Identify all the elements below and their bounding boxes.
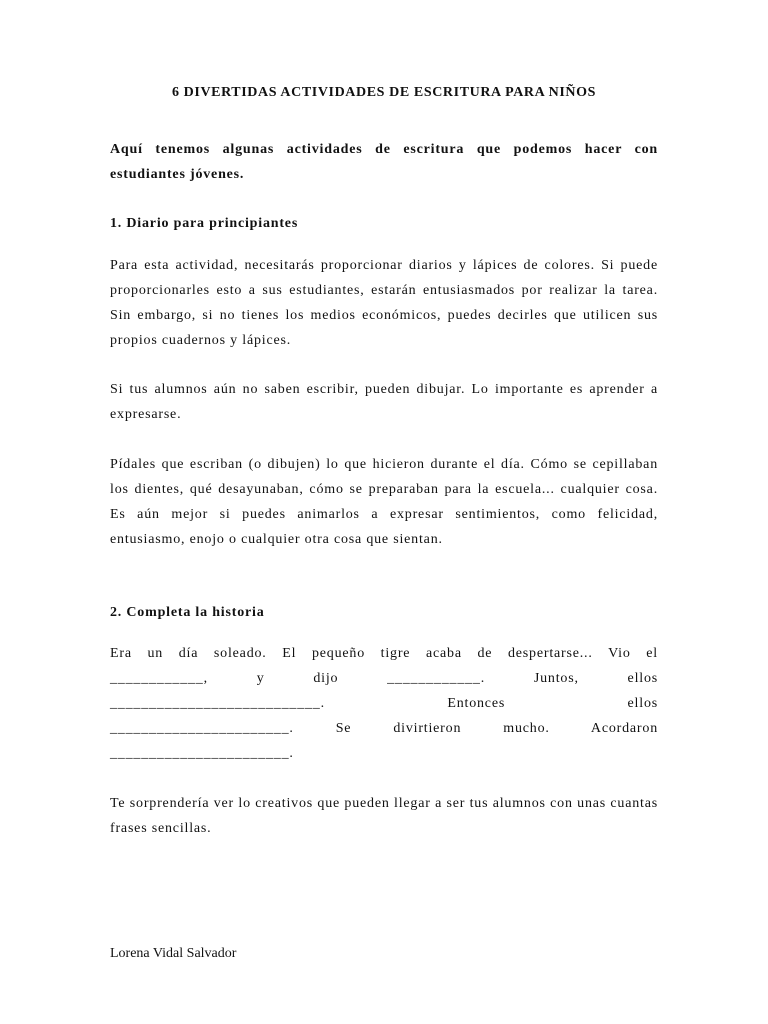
section-2-closing-paragraph: Te sorprendería ver lo creativos que pueden llegar a ser tus alumnos con unas cuantas frases sencillas.: [110, 796, 658, 836]
document-page: [110, 0, 658, 1024]
page-footer-author: Lorena Vidal Salvador: [110, 946, 237, 961]
section-1-paragraph-3: Pídales que escriban (o dibujen) lo que hicieron durante el día. Cómo se cepillaban los dientes, qué desayunaban, cómo se preparaban para la escuela... cualquier cosa. Es aún mejor si puedes animarlos a expresar sentimientos, como felicidad, entusiasmo, enojo o cualquier otra cosa que sientan.: [110, 457, 658, 547]
story-line: ____________, y dijo ____________. Juntos, ellos: [110, 671, 658, 686]
story-line: _______________________. Se divirtieron mucho. Acordaron: [110, 721, 658, 736]
section-1-paragraph-1: Para esta actividad, necesitarás proporcionar diarios y lápices de colores. Si puede proporcionarles esto a sus estudiantes, estarán entusiasmados por realizar la tarea. Sin embargo, si no tienes los medios económicos, puedes decirles que utilicen sus propios cuadernos y lápices.: [110, 258, 658, 348]
document-title: 6 DIVERTIDAS ACTIVIDADES DE ESCRITURA PARA NIÑOS: [171, 85, 597, 100]
section-1-paragraph-2: Si tus alumnos aún no saben escribir, pueden dibujar. Lo importante es aprender a expresarse.: [110, 382, 658, 422]
intro-paragraph: Aquí tenemos algunas actividades de escritura que podemos hacer con estudiantes jóvenes.: [110, 142, 658, 182]
story-line: _______________________.: [110, 746, 294, 761]
section-1-heading: 1. Diario para principiantes: [110, 216, 299, 231]
section-2-heading: 2. Completa la historia: [110, 605, 265, 620]
story-line: ___________________________. Entonces ellos: [110, 696, 658, 711]
story-completion-paragraph: [110, 641, 658, 766]
story-line: Era un día soleado. El pequeño tigre acaba de despertarse... Vio el: [110, 646, 658, 661]
